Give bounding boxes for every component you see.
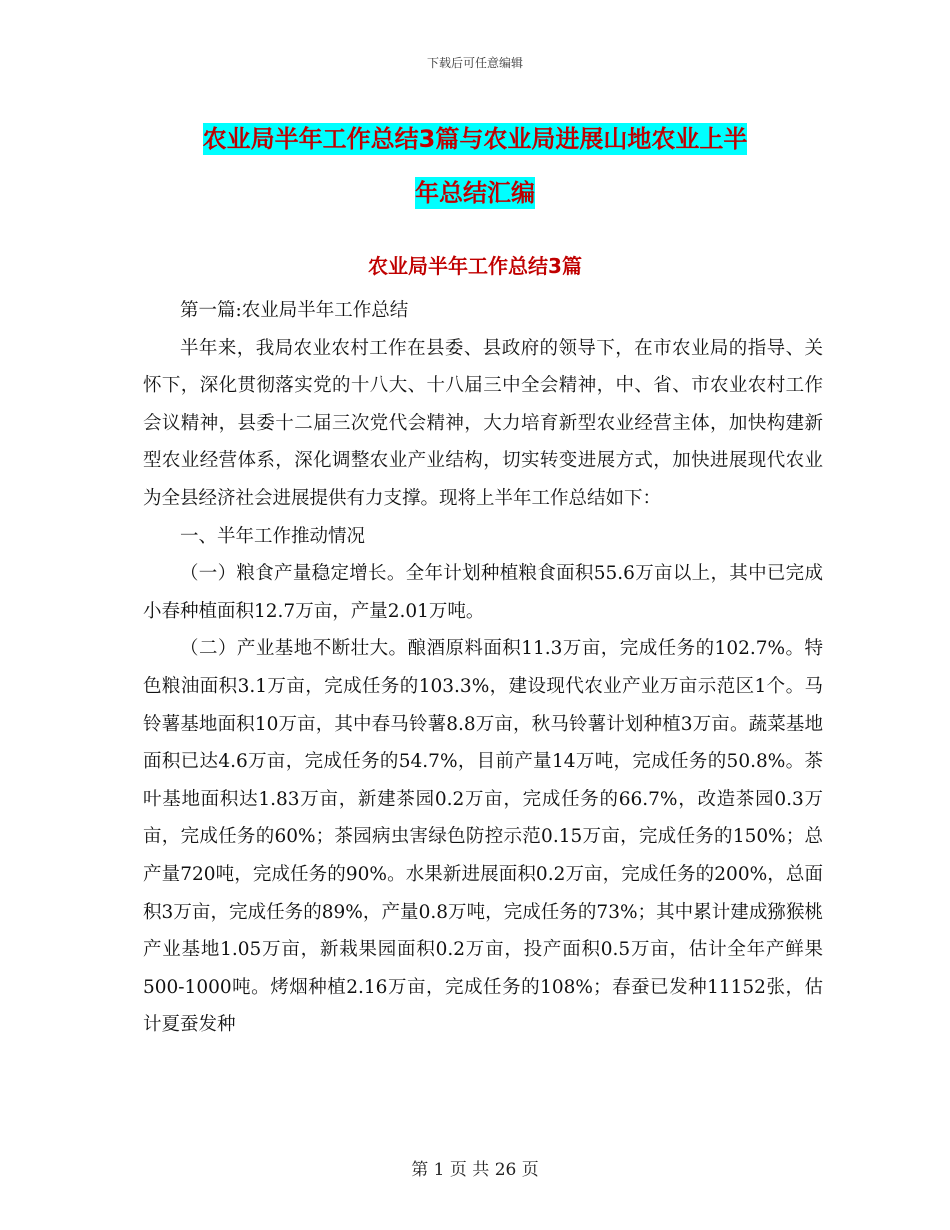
paragraph-grain: （一）粮食产量稳定增长。全年计划种植粮食面积55.6万亩以上，其中已完成小春种植面积12.7万亩，产量2.01万吨。 bbox=[143, 563, 823, 622]
paragraph-subheading: 第一篇:农业局半年工作总结 bbox=[180, 300, 409, 321]
section-title: 农业局半年工作总结3篇 bbox=[368, 254, 582, 278]
paragraph-intro: 半年来，我局农业农村工作在县委、县政府的领导下，在市农业局的指导、关怀下，深化贯彻落实党的十八大、十八届三中全会精神，中、省、市农业农村工作会议精神，县委十二届三次党代会精神，大力培育新型农业经营主体，加快构建新型农业经营体系，深化调整农业产业结构，切实转变进展方式，加快进展现代农业为全县经济社会进展提供有力支撑。现将上半年工作总结如下： bbox=[143, 337, 823, 509]
header-note: 下载后可任意编辑 bbox=[426, 56, 523, 70]
paragraph-heading-progress: 一、半年工作推动情况 bbox=[180, 525, 366, 547]
document-title-line-1: 农业局半年工作总结3篇与农业局进展山地农业上半 bbox=[202, 125, 748, 153]
page-number: 第 1 页 共 26 页 bbox=[411, 1160, 539, 1180]
document-body bbox=[143, 292, 823, 1044]
document-title-line-2: 年总结汇编 bbox=[415, 179, 535, 207]
paragraph-industry-base: （二）产业基地不断壮大。酿酒原料面积11.3万亩，完成任务的102.7%。特色粮油面积3.1万亩，完成任务的103.3%，建设现代农业产业万亩示范区1个。马铃薯基地面积10万亩，其中春马铃薯8.8万亩，秋马铃薯计划种植3万亩。蔬菜基地面积已达4.6万亩，完成任务的54.7%，目前产量14万吨，完成任务的50.8%。茶叶基地面积达1.83万亩，新建茶园0.2万亩，完成任务的66.7%，改造茶园0.3万亩，完成任务的60%；茶园病虫害绿色防控示范0.15万亩，完成任务的150%；总产量720吨，完成任务的90%。水果新进展面积0.2万亩，完成任务的200%，总面积3万亩，完成任务的89%，产量0.8万吨，完成任务的73%；其中累计建成猕猴桃产业基地1.05万亩，新栽果园面积0.2万亩，投产面积0.5万亩，估计全年产鲜果500-1000吨。烤烟种植2.16万亩，完成任务的108%；春蚕已发种11152张，估计夏蚕发种 bbox=[143, 638, 823, 1036]
document-title bbox=[0, 112, 950, 220]
